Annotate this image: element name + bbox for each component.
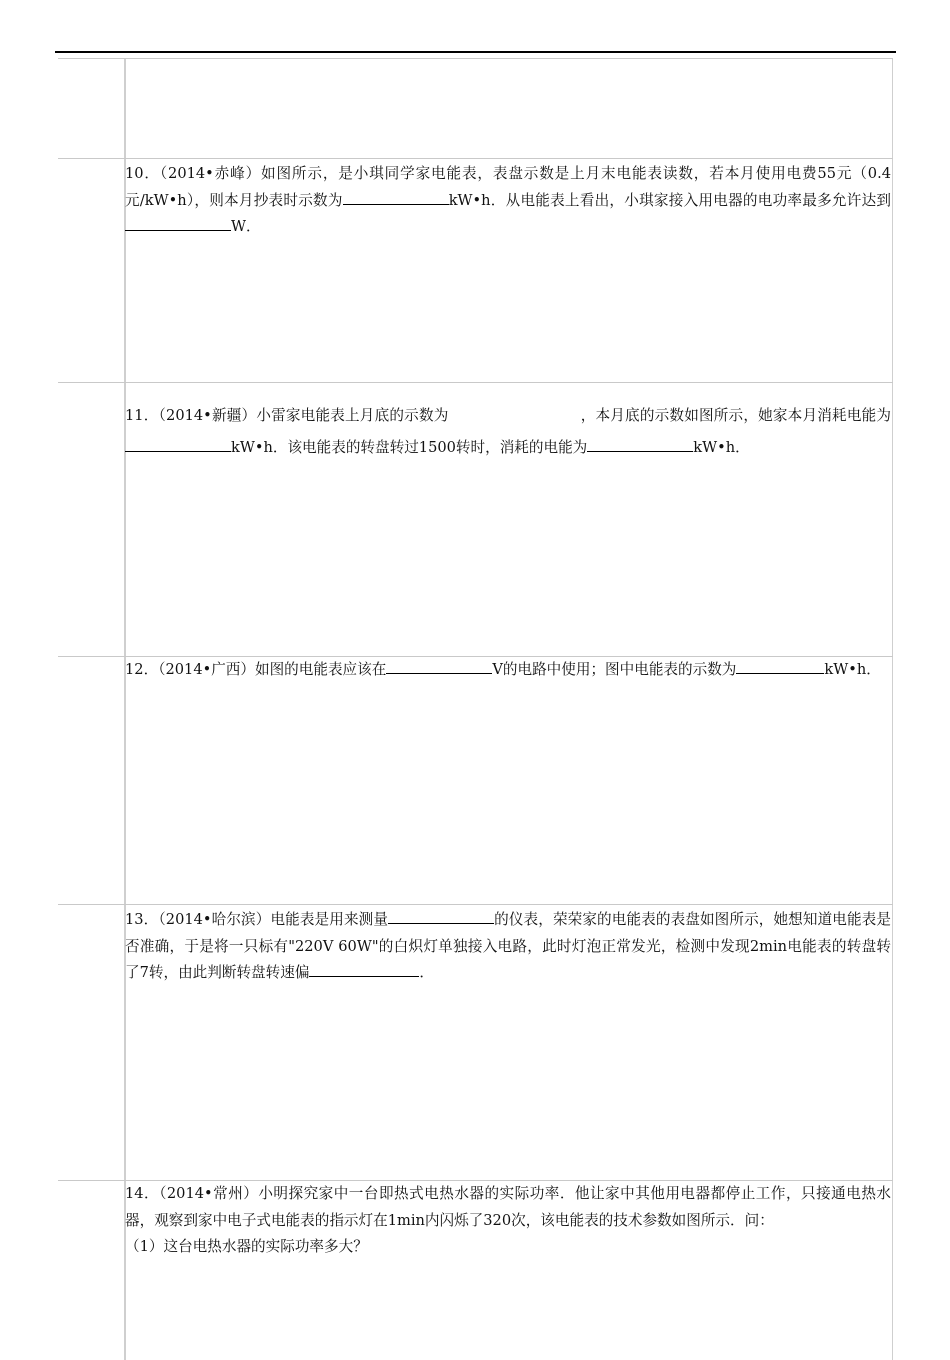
table-row — [58, 58, 893, 158]
answer-blank[interactable] — [125, 437, 231, 452]
answer-blank[interactable] — [587, 437, 693, 452]
question-11-text: 11．（2014•新疆）小雷家电能表上月底的示数为 ，本月底的示数如图所示，她家本月消耗电能为kW•h．该电能表的转盘转过1500转时，消耗的电能为 kW•h． — [125, 407, 891, 456]
question-10-text: 10．（2014•赤峰）如图所示，是小琪同学家电能表，表盘示数是上月末电能表读数，若本月使用电费55元（0.4元/kW•h），则本月抄表时示数为 kW•h．从电能表上看出，小琪家接入用电器的电功率最多允许达到W． — [125, 165, 891, 235]
question-12-text: 12．（2014•广西）如图的电能表应该在 V的电路中使用；图中电能表的示数为 kW•h． — [125, 661, 881, 678]
answer-blank[interactable] — [386, 659, 492, 674]
sub-question-1: （1）这台电热水器的实际功率多大？ — [125, 1238, 368, 1255]
header-rule — [55, 51, 896, 53]
question-table — [58, 58, 893, 1358]
question-14-row — [58, 1180, 893, 1360]
answer-blank[interactable] — [309, 962, 419, 977]
question-13-row — [58, 904, 893, 1180]
question-12-row — [58, 656, 893, 904]
answer-blank[interactable] — [343, 190, 449, 205]
answer-blank[interactable] — [736, 659, 824, 674]
answer-blank[interactable] — [125, 216, 231, 231]
answer-blank[interactable] — [388, 909, 494, 924]
question-14-text: 14．（2014•常州）小明探究家中一台即热式电热水器的实际功率．他让家中其他用电器都停止工作，只接通电热水器，观察到家中电子式电能表的指示灯在1min内闪烁了320次，该电能表的技术参数如图所示．问： （1）这台电热水器的实际功率多大？ — [125, 1181, 891, 1261]
question-10-row — [58, 158, 893, 382]
question-13-text: 13．（2014•哈尔滨）电能表是用来测量 的仪表，荣荣家的电能表的表盘如图所示，她想知道电能表是否准确，于是将一只标有"220V 60W"的白炽灯单独接入电路，此时灯泡正常发光，检测中发现2min电能表的转盘转了7转，由此判断转盘转速偏 ． — [125, 911, 891, 981]
question-11-row — [58, 382, 893, 656]
